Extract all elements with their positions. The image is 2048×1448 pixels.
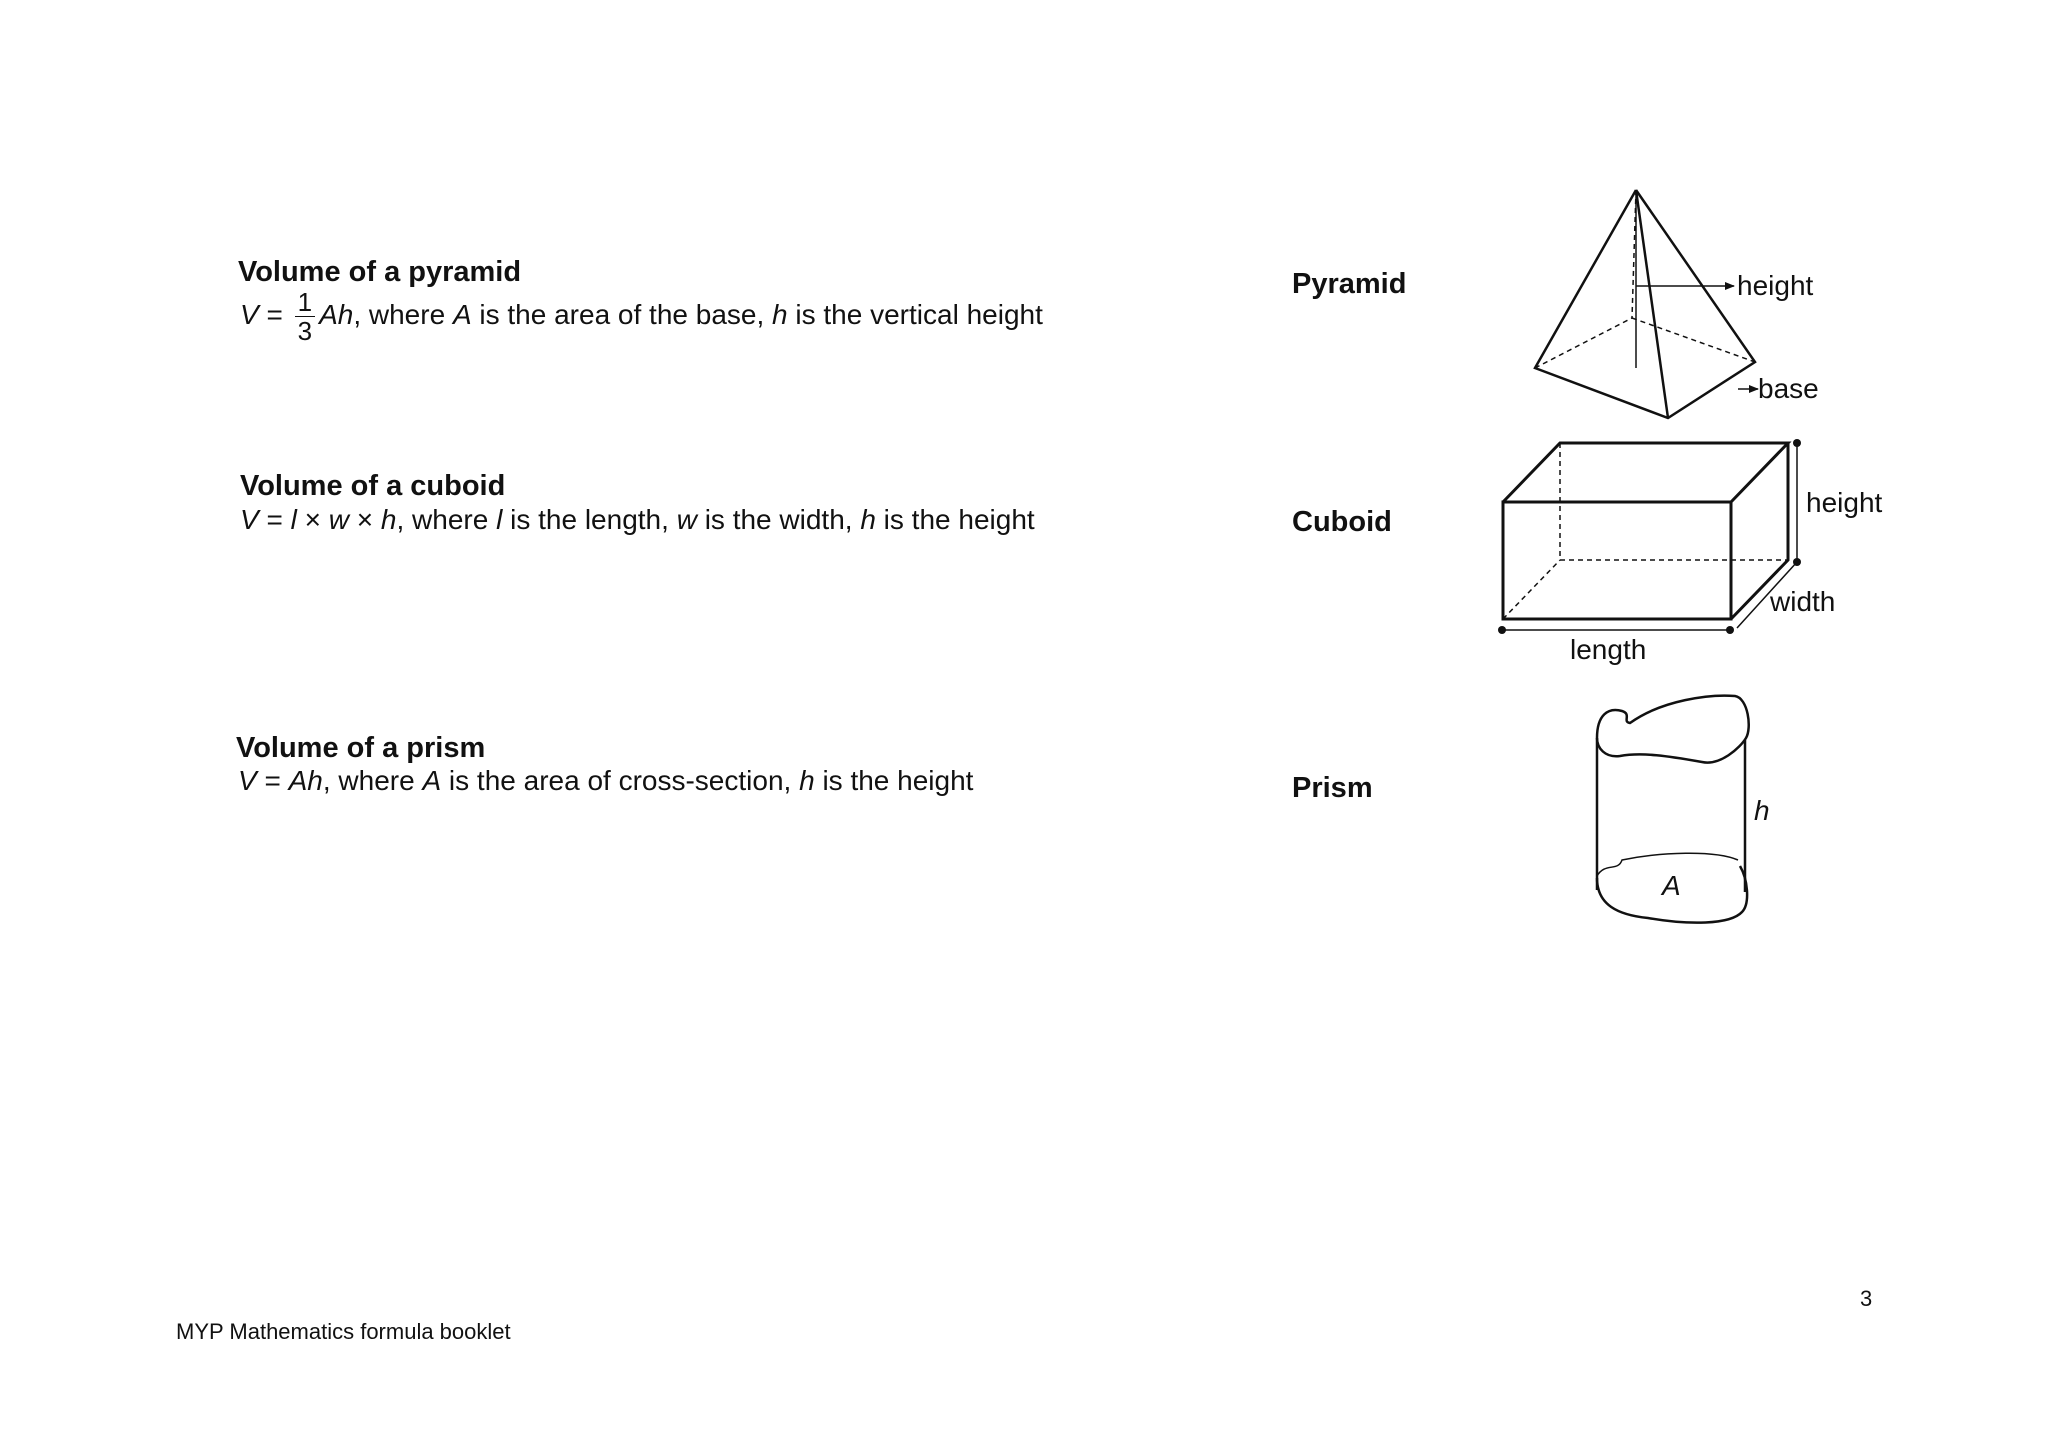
equals-sign: =	[258, 504, 291, 535]
formula-text: is the area of cross-section,	[441, 765, 800, 796]
prism-A-label: A	[1662, 870, 1681, 901]
equals-sign: =	[266, 298, 283, 330]
var-h: h	[860, 504, 876, 535]
pyramid-label: Pyramid	[1292, 268, 1407, 300]
dimension-dot	[1793, 439, 1801, 447]
var-w: w	[328, 504, 349, 535]
pyramid-base-label: base	[1758, 373, 1819, 404]
cuboid-height-label: height	[1806, 487, 1883, 518]
footer-text: MYP Mathematics formula booklet	[176, 1319, 511, 1344]
cuboid-dimension-dots	[1498, 439, 1801, 634]
formula-text: is the area of the base,	[471, 298, 773, 330]
var-A: A	[452, 298, 472, 330]
times-sign: ×	[349, 504, 381, 535]
cuboid-label: Cuboid	[1292, 506, 1392, 538]
var-A: A	[422, 765, 442, 796]
var-V: V	[240, 504, 259, 535]
formula-text: is the height	[814, 765, 974, 796]
cuboid-hidden-edge	[1503, 560, 1560, 619]
var-Ah: Ah	[319, 298, 354, 330]
formula-text: is the width,	[696, 504, 861, 535]
formula-text: is the vertical height	[787, 298, 1043, 330]
prism-label: Prism	[1292, 772, 1373, 804]
pyramid-diagram	[1535, 190, 1758, 418]
formula-text: , where	[353, 298, 453, 330]
cuboid-length-label: length	[1570, 634, 1647, 665]
prism-formula-title: Volume of a prism	[236, 732, 486, 764]
formula-text: is the length,	[502, 504, 677, 535]
var-V: V	[240, 298, 259, 330]
formula-text: , where	[322, 765, 423, 796]
dimension-dot	[1793, 558, 1801, 566]
var-h: h	[799, 765, 815, 796]
pyramid-height-label: height	[1737, 270, 1814, 301]
formula-text: is the height	[875, 504, 1035, 535]
cuboid-diagram	[1502, 443, 1797, 630]
cuboid-formula-title: Volume of a cuboid	[240, 470, 506, 502]
dimension-dot	[1726, 626, 1734, 634]
cuboid-width-label: width	[1770, 586, 1836, 617]
var-Ah: Ah	[288, 765, 323, 796]
pyramid-outline	[1535, 190, 1755, 418]
var-w: w	[676, 504, 697, 535]
var-V: V	[238, 765, 257, 796]
pyramid-front-edge	[1636, 190, 1668, 418]
dimension-dot	[1498, 626, 1506, 634]
prism-top-face	[1597, 696, 1749, 763]
prism-h-label: h	[1754, 795, 1770, 826]
pyramid-hidden-edge	[1632, 318, 1755, 362]
formula-text: , where	[396, 504, 497, 535]
pyramid-formula-title: Volume of a pyramid	[238, 256, 522, 288]
cuboid-top-face	[1503, 443, 1788, 502]
equals-sign: =	[256, 765, 289, 796]
var-l: l	[290, 504, 297, 535]
fraction-denominator: 3	[297, 316, 313, 346]
fraction-numerator: 1	[295, 288, 315, 317]
var-l: l	[496, 504, 503, 535]
var-h: h	[772, 298, 788, 330]
times-sign: ×	[296, 504, 329, 535]
page-number: 3	[1860, 1286, 1873, 1311]
var-h: h	[380, 504, 397, 535]
